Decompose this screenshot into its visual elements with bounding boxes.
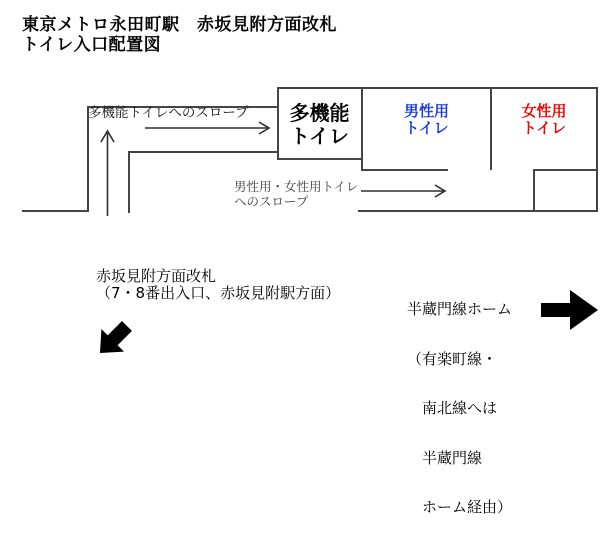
- multifunction-toilet-label-line2: トイレ: [290, 124, 349, 148]
- multifunction-toilet-label: [277, 102, 362, 148]
- womens-toilet-label: [491, 103, 597, 137]
- hanzomon-right-arrow-icon: [541, 290, 598, 330]
- multifunction-toilet-label-line1: 多機能: [289, 101, 350, 125]
- hanzomon-platform-label: [407, 268, 512, 549]
- multifunction-ramp-label: 多機能トイレへのスロープ: [88, 105, 249, 121]
- gate-label-line1: 赤坂見附方面改札: [96, 267, 217, 285]
- page-title-line2: トイレ入口配置図: [22, 35, 162, 55]
- womens-toilet-label-line2: トイレ: [521, 119, 567, 137]
- gate-label-line2: （7・8番出入口、赤坂見附駅方面）: [96, 283, 341, 302]
- mw-ramp-label-line1: 男性用・女性用トイレ: [234, 179, 359, 194]
- hanzomon-label-line1: 半蔵門線ホーム: [407, 300, 513, 318]
- hanzomon-label-line4: 半蔵門線: [407, 448, 483, 467]
- mens-toilet-label-line2: トイレ: [404, 119, 449, 137]
- mens-toilet-label: [362, 103, 491, 137]
- gate-down-left-arrow-icon: [100, 321, 132, 353]
- hanzomon-label-line5: ホーム経由）: [407, 498, 513, 516]
- mens-toilet-label-line1: 男性用: [403, 102, 449, 120]
- womens-toilet-label-line1: 女性用: [521, 102, 567, 120]
- hanzomon-label-line3: 南北線へは: [407, 399, 498, 417]
- hanzomon-label-line2: （有楽町線・: [407, 349, 498, 368]
- gate-label: [96, 268, 340, 301]
- page-title-line1: 東京メトロ永田町駅 赤坂見附方面改札: [22, 15, 337, 35]
- mw-ramp-label-line2: へのスロープ: [234, 193, 309, 209]
- mw-ramp-label: [234, 180, 358, 209]
